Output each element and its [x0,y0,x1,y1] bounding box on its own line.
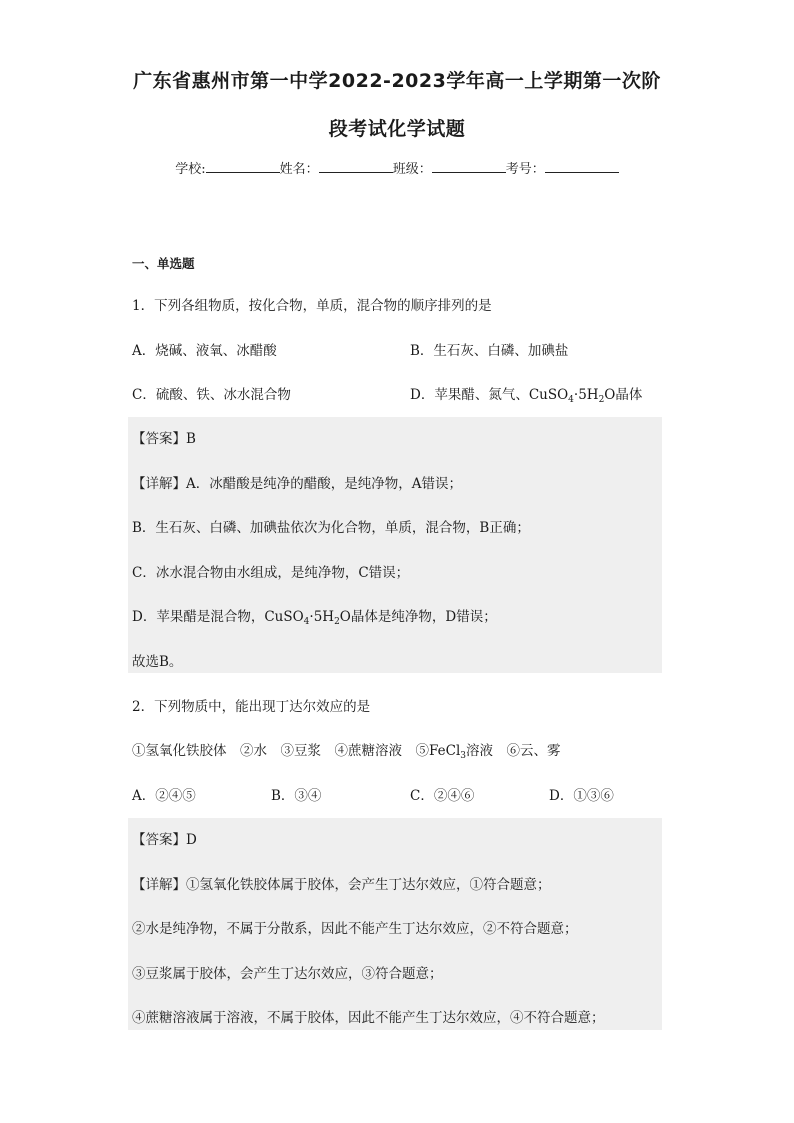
name-blank[interactable] [319,160,393,173]
q2-answer: 【答案】D [132,832,197,848]
q2-explanation-3: ③豆浆属于胶体，会产生丁达尔效应，③符合题意； [132,966,443,982]
q1-stem: 1．下列各组物质，按化合物，单质，混合物的顺序排列的是 [132,298,492,314]
q1-answer: 【答案】B [132,431,196,447]
q1-expl4-text2: ·5H [309,609,335,625]
q1-option-c: C．硫酸、铁、冰水混合物 [132,387,291,403]
q1-option-d [410,383,642,403]
q2-items-text1: ①氢氧化铁胶体 ②水 ③豆浆 ④蔗糖溶液 ⑤FeCl [132,743,461,759]
q1-solution-box [128,417,662,673]
q1-explanation-4 [132,605,497,625]
q1-option-d-text2: ·5H [573,387,599,403]
q1-conclusion: 故选B。 [132,654,183,670]
class-blank[interactable] [432,160,506,173]
q1-option-d-sub1: 4 [568,395,574,405]
q1-explanation-1: 【详解】A．冰醋酸是纯净的醋酸，是纯净物，A错误； [132,476,462,492]
q1-option-d-sub2: 2 [598,395,605,405]
q2-option-b: B．③④ [271,788,322,804]
exam-no-label: 考号： [505,162,545,177]
q1-expl4-text3: O晶体是纯净物，D错误； [339,609,497,625]
q2-stem: 2．下列物质中，能出现丁达尔效应的是 [132,699,371,715]
exam-title-line1: 广东省惠州市第一中学2022-2023学年高一上学期第一次阶 [133,70,661,92]
name-label: 姓名： [279,162,319,177]
q1-expl4-sub2: 2 [334,617,340,627]
student-info-row [0,158,794,177]
q1-option-b: B．生石灰、白磷、加碘盐 [410,343,569,359]
exam-no-blank[interactable] [545,160,619,173]
q1-option-d-text3: O晶体 [604,387,643,403]
q2-explanation-1: 【详解】①氢氧化铁胶体属于胶体，会产生丁达尔效应，①符合题意； [132,877,551,893]
q1-option-a: A．烧碱、液氧、冰醋酸 [132,343,277,359]
q2-explanation-4: ④蔗糖溶液属于溶液，不属于胶体，因此不能产生丁达尔效应，④不符合题意； [132,1010,605,1026]
exam-title-line2: 段考试化学试题 [328,118,466,140]
q2-items-text2: 溶液 ⑥云、雾 [466,743,561,759]
school-label: 学校: [175,162,206,177]
q2-option-c: C．②④⑥ [410,788,475,804]
class-label: 班级： [392,162,432,177]
q1-explanation-3: C．冰水混合物由水组成，是纯净物，C错误； [132,565,410,581]
q2-option-d: D．①③⑥ [549,788,614,804]
q2-explanation-2: ②水是纯净物，不属于分散系，因此不能产生丁达尔效应，②不符合题意； [132,921,578,937]
q2-items-sub: 3 [460,751,466,761]
q2-option-a: A．②④⑤ [132,788,196,804]
school-blank[interactable] [206,160,280,173]
q2-items [132,739,561,759]
q1-explanation-2: B．生石灰、白磷、加碘盐依次为化合物，单质，混合物，B正确； [132,520,530,536]
q1-expl4-sub1: 4 [303,617,310,627]
section-heading: 一、单选题 [132,256,195,271]
q1-expl4-text1: D．苹果醋是混合物，CuSO [132,609,304,625]
q1-option-d-text1: D．苹果醋、氮气、CuSO [410,387,569,403]
